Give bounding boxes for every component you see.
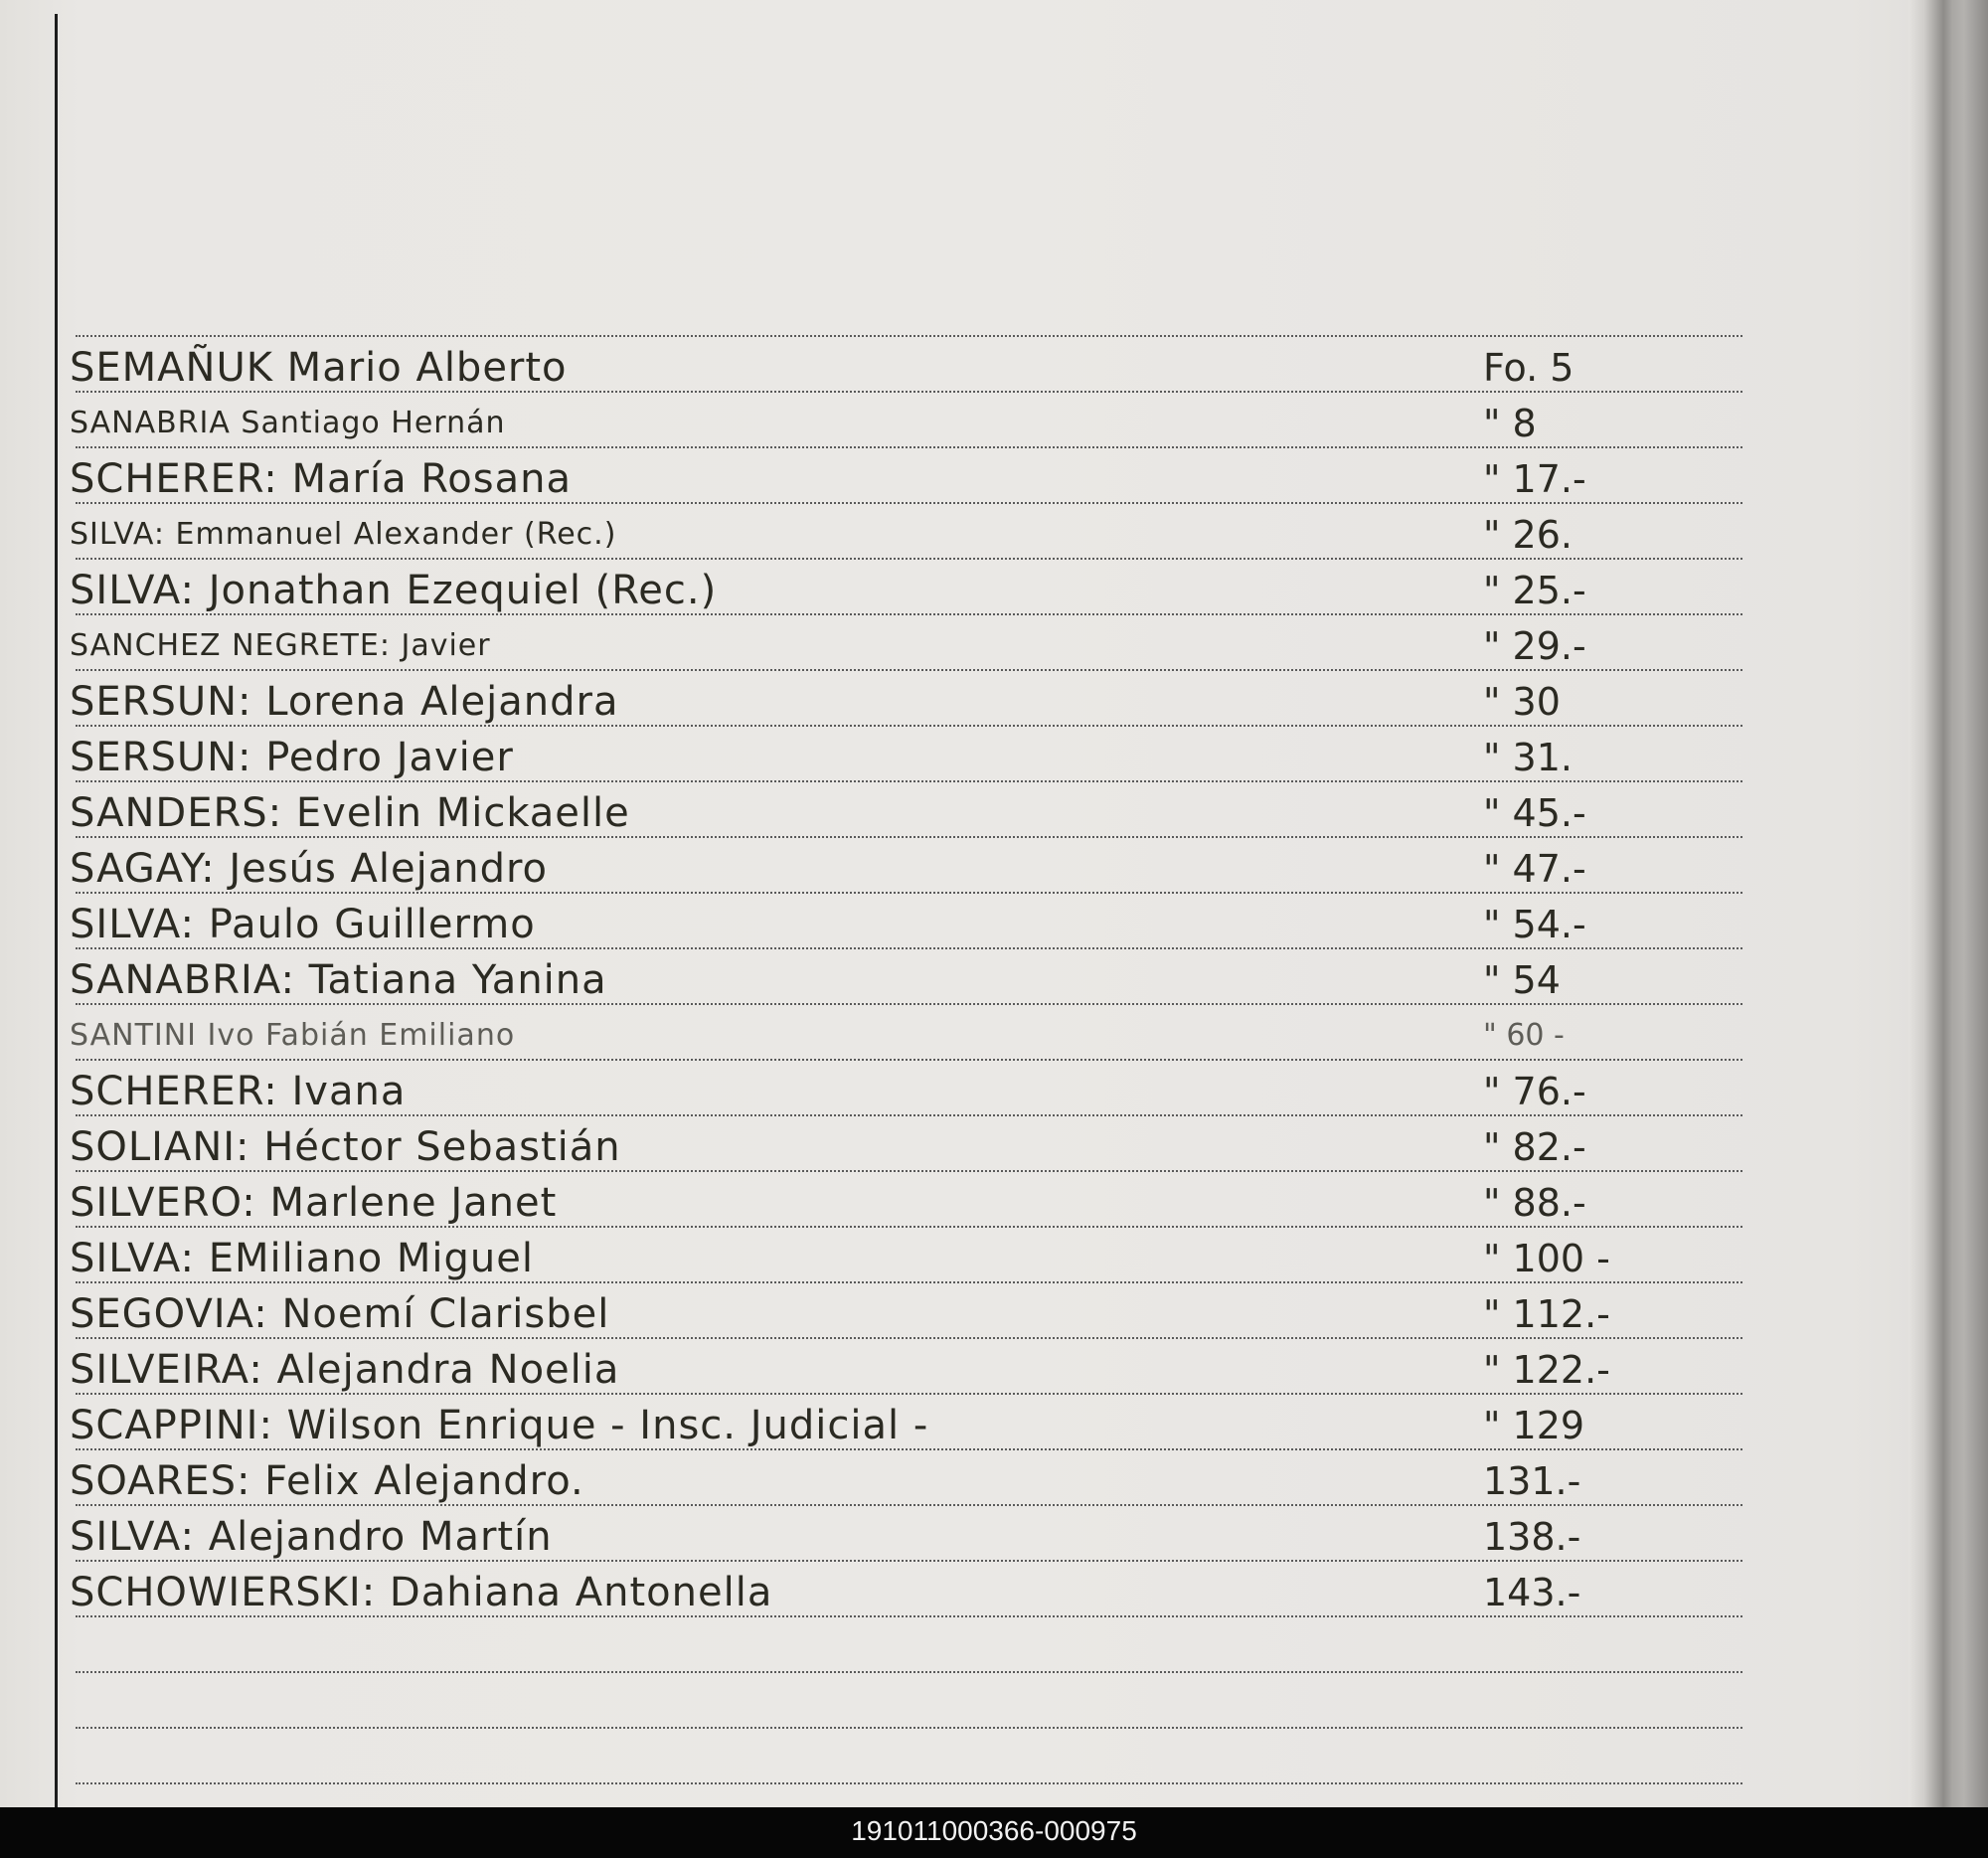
ledger-entry (0, 449, 1789, 505)
ledger-entry (0, 561, 1789, 616)
entry-folio: " 82.- (1483, 1125, 1586, 1169)
entry-folio: " 47.- (1483, 847, 1586, 891)
ledger-entry (0, 950, 1789, 1006)
ledger-entry (0, 505, 1789, 561)
ledger-entry (0, 338, 1789, 394)
scan-footer (0, 1807, 1988, 1858)
ledger-entry (0, 1117, 1789, 1173)
entry-name: SANCHEZ NEGRETE: Javier (70, 628, 491, 663)
ledger-entry (0, 1451, 1789, 1507)
ledger-entry (0, 394, 1789, 449)
entry-name: SAGAY: Jesús Alejandro (70, 846, 549, 892)
ledger-entry (0, 616, 1789, 672)
entry-name: SERSUN: Pedro Javier (70, 735, 514, 780)
entry-name: SERSUN: Lorena Alejandra (70, 679, 619, 725)
entry-folio: " 112.- (1483, 1292, 1610, 1336)
entry-folio: 143.- (1483, 1571, 1581, 1614)
entry-name: SEGOVIA: Noemí Clarisbel (70, 1291, 610, 1337)
entry-name: SILVA: Jonathan Ezequiel (Rec.) (70, 568, 718, 613)
ledger-entry (0, 1284, 1789, 1340)
entry-name: SCHOWIERSKI: Dahiana Antonella (70, 1570, 773, 1615)
entry-name: SILVA: EMiliano Miguel (70, 1236, 534, 1281)
ledger-entry (0, 839, 1789, 895)
entry-folio: 138.- (1483, 1515, 1581, 1559)
entry-name: SANDERS: Evelin Mickaelle (70, 790, 630, 836)
entry-folio: " 31. (1483, 736, 1573, 779)
entry-folio: " 25.- (1483, 569, 1586, 612)
ledger-entry (0, 672, 1789, 728)
entry-name: SOARES: Felix Alejandro. (70, 1458, 584, 1504)
entry-folio: Fo. 5 (1483, 346, 1574, 390)
entry-name: SILVA: Emmanuel Alexander (Rec.) (70, 517, 617, 552)
ledger-entry (0, 1229, 1789, 1284)
entry-folio: " 76.- (1483, 1070, 1586, 1113)
entry-folio: " 129 (1483, 1404, 1585, 1447)
entry-name: SILVERO: Marlene Janet (70, 1180, 558, 1226)
ledger-entry (0, 1396, 1789, 1451)
ledger-entry (0, 895, 1789, 950)
entry-folio: " 26. (1483, 513, 1573, 557)
ledger-entry (0, 728, 1789, 783)
entry-name: SANABRIA: Tatiana Yanina (70, 957, 607, 1003)
entry-folio: " 17.- (1483, 457, 1586, 501)
entry-name: SCHERER: Ivana (70, 1069, 407, 1114)
ledger-entry (0, 1173, 1789, 1229)
ledger-entry (0, 783, 1789, 839)
entry-folio: " 30 (1483, 680, 1561, 724)
entry-folio: 131.- (1483, 1459, 1581, 1503)
entry-folio: " 8 (1483, 402, 1537, 445)
entry-name: SILVA: Alejandro Martín (70, 1514, 553, 1560)
scan-id: 191011000366-000975 (851, 1815, 1137, 1846)
entry-folio: " 100 - (1483, 1237, 1610, 1280)
entry-name: SCAPPINI: Wilson Enrique - Insc. Judicial - (70, 1403, 929, 1448)
entry-name: SCHERER: María Rosana (70, 456, 572, 502)
entry-name: SILVA: Paulo Guillermo (70, 902, 536, 947)
entry-name: SANTINI Ivo Fabián Emiliano (70, 1018, 516, 1053)
entry-folio: " 54.- (1483, 903, 1586, 946)
entry-name: SOLIANI: Héctor Sebastián (70, 1124, 621, 1170)
entry-folio: " 29.- (1483, 624, 1586, 668)
entry-folio: " 88.- (1483, 1181, 1586, 1225)
entry-folio: " 45.- (1483, 791, 1586, 835)
entry-name: SEMAÑUK Mario Alberto (70, 345, 568, 391)
entry-folio: " 60 - (1483, 1018, 1565, 1053)
ledger-entry (0, 1340, 1789, 1396)
ledger-entry (0, 1563, 1789, 1618)
entry-name: SANABRIA Santiago Hernán (70, 406, 506, 440)
entry-folio: " 122.- (1483, 1348, 1610, 1392)
entry-folio: " 54 (1483, 958, 1561, 1002)
ledger-entry (0, 1507, 1789, 1563)
ledger-entry (0, 1062, 1789, 1117)
ledger-entry (0, 1006, 1789, 1062)
entry-name: SILVEIRA: Alejandra Noelia (70, 1347, 620, 1393)
